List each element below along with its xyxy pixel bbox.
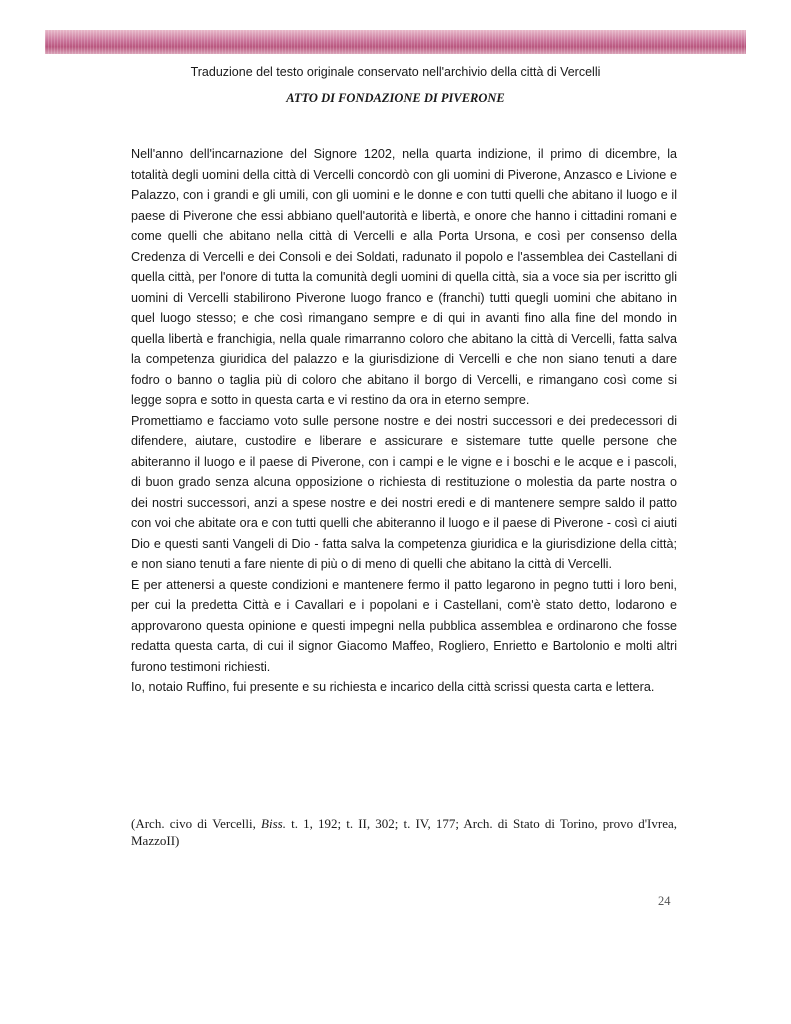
- body-paragraph: Nell'anno dell'incarnazione del Signore 1202, nella quarta indizione, il primo di dicembre, la totalità degli uomini della città di Vercelli concordò con gli uomini di Piverone, Anzasco e Livione e Palazzo, con i grandi e gli umili, con gli uomini e le donne e con tutti quelli che abitano il luogo e il paese di Piverone che essi abbiano quell'autorità e libertà, e onore che hanno i cittadini romani e come quelli che abitano nella città di Vercelli e alla Porta Ursona, e così per consenso della Credenza di Vercelli e dei Consoli e dei Soldati, radunato il popolo e l'assemblea dei Castellani di quella città, per l'onore di tutta la comunità degli uomini di quella città, sia a voce sia per iscritto gli uomini di Vercelli stabilirono Piverone luogo franco e (franchi) tutti quegli uomini che abitano in quel luogo stesso; e che così rimangano sempre e di qui in avanti fino alla fine del mondo in quella libertà e franchigia, nella quale rimarranno coloro che abitano la città di Vercelli, fatta salva la competenza giuridica del palazzo e la giurisdizione di Vercelli e che non siano tenuti a dare fodro o banno o taglia più di coloro che abitano il borgo di Vercelli, e rimangano così come si legge sopra e sotto in questa carta e vi restino da ora in eterno sempre.: [131, 147, 677, 407]
- archival-citation: [131, 815, 677, 849]
- body-paragraph: E per attenersi a queste condizioni e mantenere fermo il patto legarono in pegno tutti i loro beni, per cui la predetta Città e i Cavallari e i popolani e i Castellani, com'è stato detto, lodarono e approvarono questa opinione e questi impegni nella pubblica assemblea e ordinarono che fosse redatta questa carta, di cui il signor Giacomo Maffeo, Rogliero, Enrietto e Bartolonio e molti altri furono testimoni richiesti.: [131, 577, 677, 674]
- body-paragraph: Promettiamo e facciamo voto sulle persone nostre e dei nostri successori e dei predecessori di difendere, aiutare, custodire e liberare e assicurare e sistemare tutte quelle persone che abiteranno il luogo e il paese di Piverone, con i campi e le vigne e i boschi e le acque e i pascoli, di buon grado senza alcuna opposizione o richiesta di restituzione o molestia da parte nostra o dei nostri successori, anzi a spese nostre e dei nostri eredi e di mantenere sempre saldo il patto con voi che abitate ora e con tutti quelli che abiteranno il luogo e il paese di Piverone - così ci aiuti Dio e questi santi Vangeli di Dio - fatta salva la competenza giuridica e la giurisdizione della città; e non siano tenuti a fare niente di più o di meno di quelli che abitano la città di Vercelli.: [131, 413, 677, 571]
- body-paragraph: Io, notaio Ruffino, fui presente e su richiesta e incarico della città scrissi questa carta e lettera.: [131, 680, 655, 694]
- page-number: 24: [658, 894, 671, 908]
- document-body: [131, 144, 677, 698]
- citation-suffix: t. 1, 192; t. II, 302; t. IV, 177; Arch. di Stato di Torino, provo d'Ivrea, MazzoII): [131, 816, 677, 848]
- document-title: ATTO DI FONDAZIONE DI PIVERONE: [286, 91, 505, 105]
- header-banner: [45, 30, 746, 54]
- citation-prefix: (Arch. civo di Vercelli,: [131, 816, 262, 831]
- citation-italic: Biss.: [261, 816, 286, 831]
- document-subtitle: Traduzione del testo originale conservato nell'archivio della città di Vercelli: [190, 65, 601, 79]
